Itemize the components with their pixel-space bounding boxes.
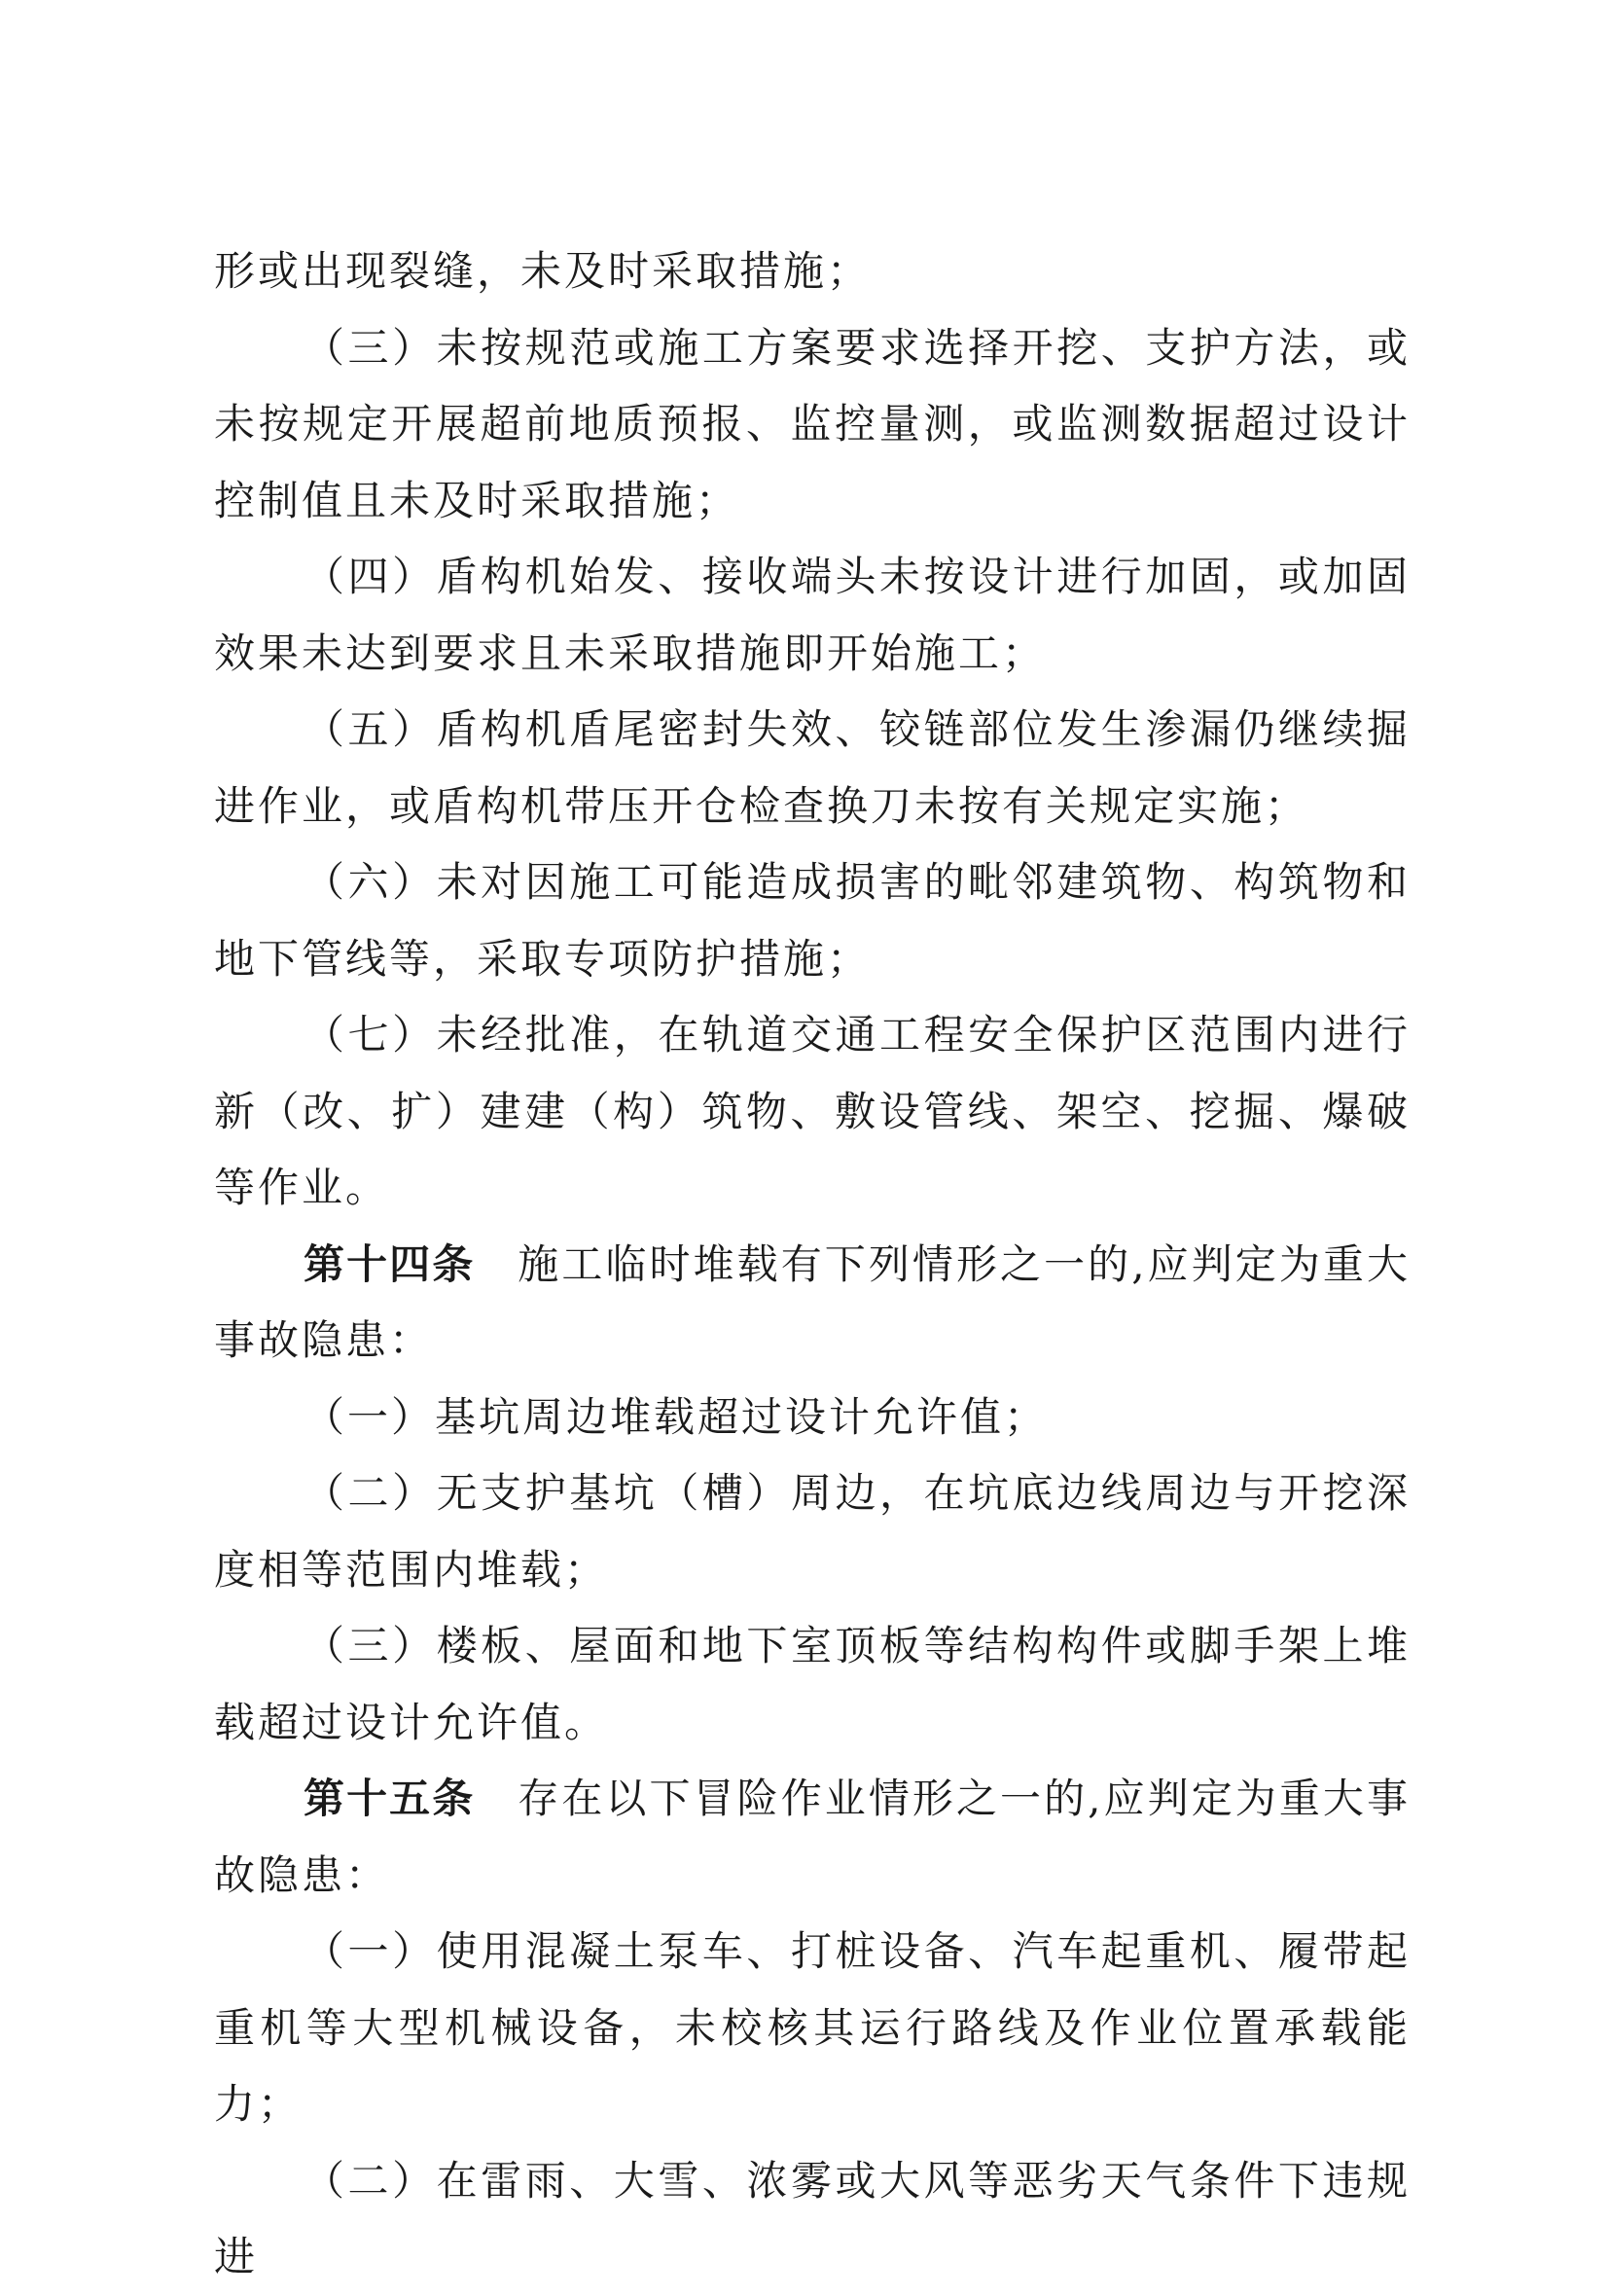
article-14-text: 施工临时堆载有下列情形之一的,应判定为重大事故隐患：: [214, 1239, 1411, 1364]
article-14-item-2: （二）无支护基坑（槽）周边，在坑底边线周边与开挖深度相等范围内堆载；: [214, 1469, 1411, 1594]
article-15-item-2: （二）在雷雨、大雪、浓雾或大风等恶劣天气条件下违规进: [214, 2156, 1411, 2280]
list-item-5: （五）盾构机盾尾密封失效、铰链部位发生渗漏仍继续掘进作业，或盾构机带压开仓检查换刀未按有关规定实施；: [214, 705, 1411, 830]
article-15-text: 存在以下冒险作业情形之一的,应判定为重大事故隐患：: [214, 1775, 1411, 1899]
article-15-heading: 第十五条: [304, 1775, 476, 1822]
list-item-3: （三）未按规范或施工方案要求选择开挖、支护方法，或未按规定开展超前地质预报、监控量测，或监测数据超过设计控制值且未及时采取措施；: [214, 323, 1411, 524]
list-item-4: （四）盾构机始发、接收端头未按设计进行加固，或加固效果未达到要求且未采取措施即开始施工；: [214, 553, 1411, 677]
article-14-item-1: （一）基坑周边堆载超过设计允许值；: [304, 1392, 1049, 1441]
paragraph-continuation: 形或出现裂缝，未及时采取措施；: [214, 247, 872, 295]
list-item-6: （六）未对因施工可能造成损害的毗邻建筑物、构筑物和地下管线等，采取专项防护措施；: [214, 858, 1411, 983]
article-15: [214, 1761, 1411, 1914]
article-14-item-3: （三）楼板、屋面和地下室顶板等结构构件或脚手架上堆载超过设计允许值。: [214, 1622, 1411, 1746]
article-14: [214, 1227, 1411, 1380]
article-15-item-1: （一）使用混凝土泵车、打桩设备、汽车起重机、履带起重机等大型机械设备，未校核其运行路线及作业位置承载能力；: [214, 1927, 1411, 2128]
article-14-heading: 第十四条: [304, 1239, 476, 1288]
document-page: [214, 233, 1411, 2296]
list-item-7: （七）未经批准，在轨道交通工程安全保护区范围内进行新（改、扩）建建（构）筑物、敷设管线、架空、挖掘、爆破等作业。: [214, 1011, 1411, 1211]
